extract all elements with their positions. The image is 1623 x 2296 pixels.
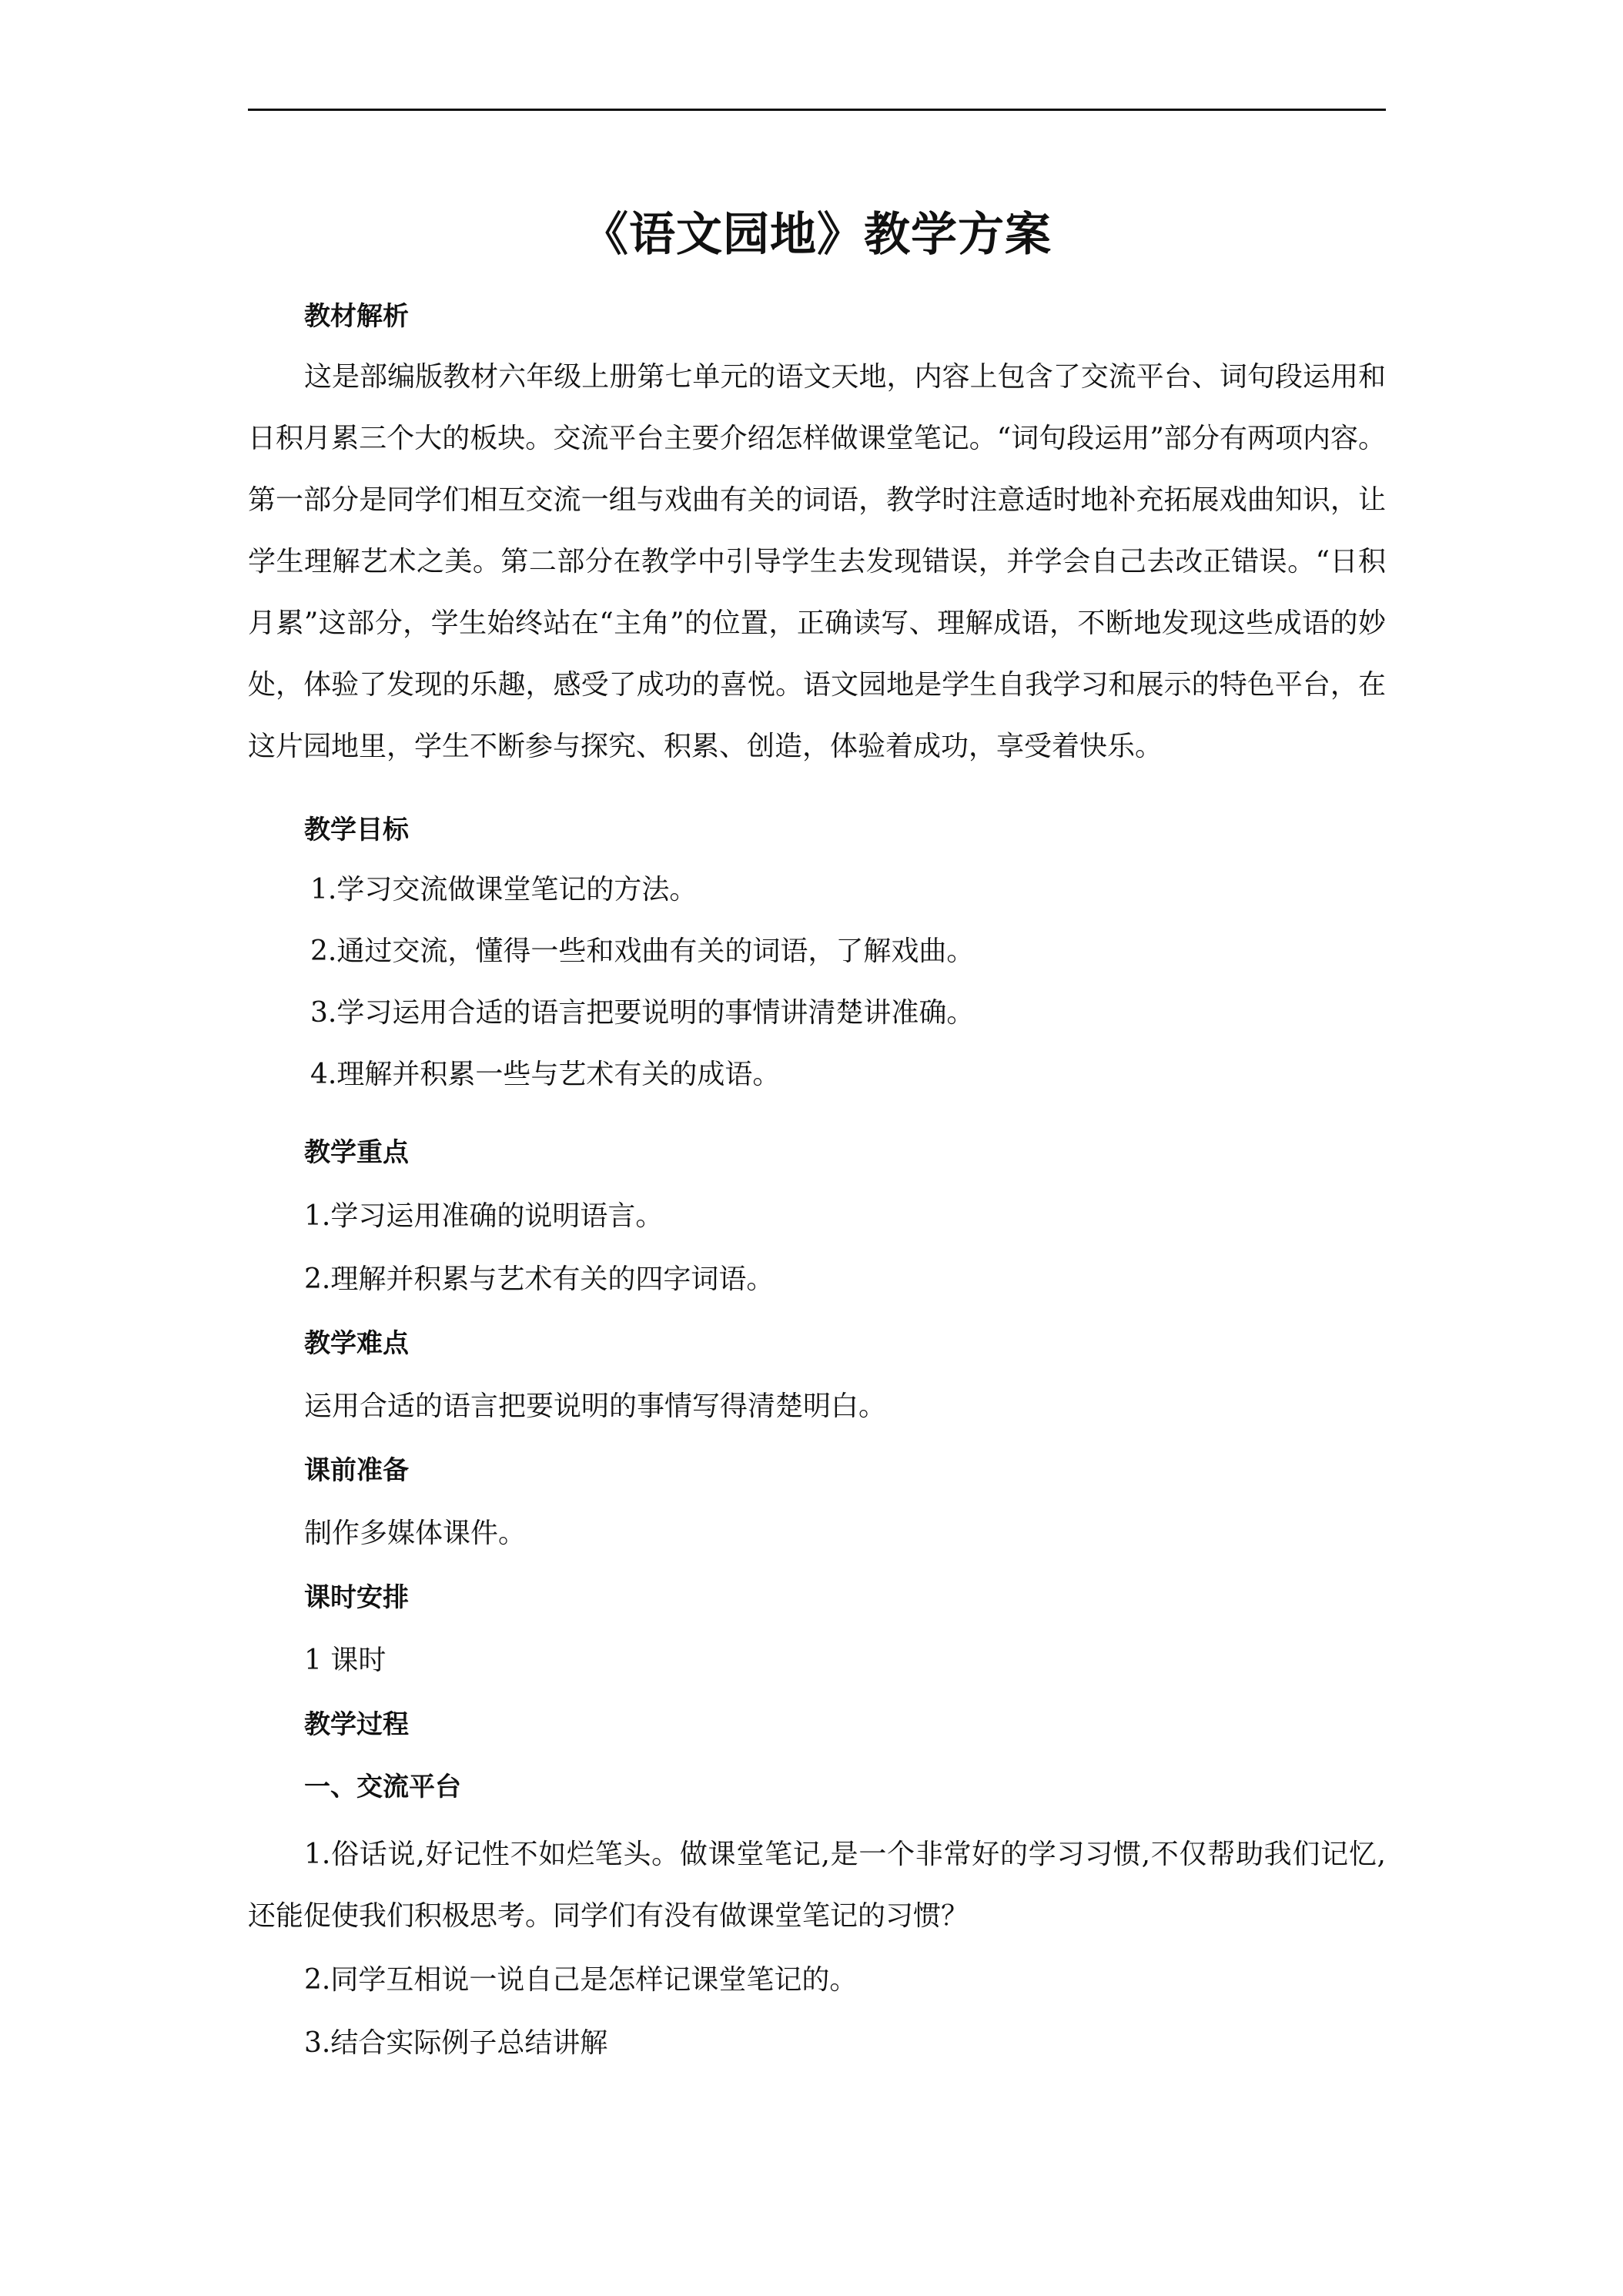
section-heading-analysis: 教材解析 — [304, 301, 409, 332]
section-heading-schedule: 课时安排 — [304, 1582, 409, 1613]
goal-item-1: 1.学习交流做课堂笔记的方法。 — [310, 874, 698, 905]
section-heading-key-points: 教学重点 — [304, 1137, 409, 1168]
key-point-item-2: 2.理解并积累与艺术有关的四字词语。 — [304, 1263, 775, 1295]
process-subheading-exchange: 一、交流平台 — [304, 1772, 461, 1802]
preparation-text: 制作多媒体课件。 — [304, 1518, 527, 1549]
schedule-text: 1 课时 — [304, 1645, 387, 1676]
process-item-1: 1.俗话说,好记性不如烂笔头。做课堂笔记,是一个非常好的学习习惯,不仅帮助我们记忆,还能促使我们积极思考。同学们有没有做课堂笔记的习惯？ — [248, 1839, 1386, 1932]
goal-item-4: 4.理解并积累一些与艺术有关的成语。 — [310, 1059, 781, 1090]
section-heading-goals: 教学目标 — [304, 815, 409, 845]
key-point-item-1: 1.学习运用准确的说明语言。 — [304, 1200, 664, 1232]
process-item-3: 3.结合实际例子总结讲解 — [304, 2027, 608, 2059]
analysis-paragraph: 这是部编版教材六年级上册第七单元的语文天地，内容上包含了交流平台、词句段运用和日积月累三个大的板块。交流平台主要介绍怎样做课堂笔记。“词句段运用”部分有两项内容。第一部分是同学们相互交流一组与戏曲有关的词语，教学时注意适时地补充拓展戏曲知识，让学生理解艺术之美。第二部分在教学中引导学生去发现错误，并学会自己去改正错误。“日积月累”这部分，学生始终站在“主角”的位置，正确读写、理解成语，不断地发现这些成语的妙处，体验了发现的乐趣，感受了成功的喜悦。语文园地是学生自我学习和展示的特色平台，在这片园地里，学生不断参与探究、积累、创造，体验着成功，享受着快乐。 — [248, 361, 1386, 762]
process-item-2: 2.同学互相说一说自己是怎样记课堂笔记的。 — [304, 1964, 858, 1996]
goal-item-3: 3.学习运用合适的语言把要说明的事情讲清楚讲准确。 — [310, 997, 975, 1029]
difficulties-text: 运用合适的语言把要说明的事情写得清楚明白。 — [304, 1391, 887, 1422]
header-rule — [248, 109, 1386, 111]
section-heading-process: 教学过程 — [304, 1709, 409, 1740]
section-heading-preparation: 课前准备 — [304, 1455, 409, 1486]
section-heading-difficulties: 教学难点 — [304, 1328, 409, 1359]
document-title: 《语文园地》教学方案 — [582, 208, 1052, 262]
goal-item-2: 2.通过交流，懂得一些和戏曲有关的词语，了解戏曲。 — [310, 935, 975, 967]
